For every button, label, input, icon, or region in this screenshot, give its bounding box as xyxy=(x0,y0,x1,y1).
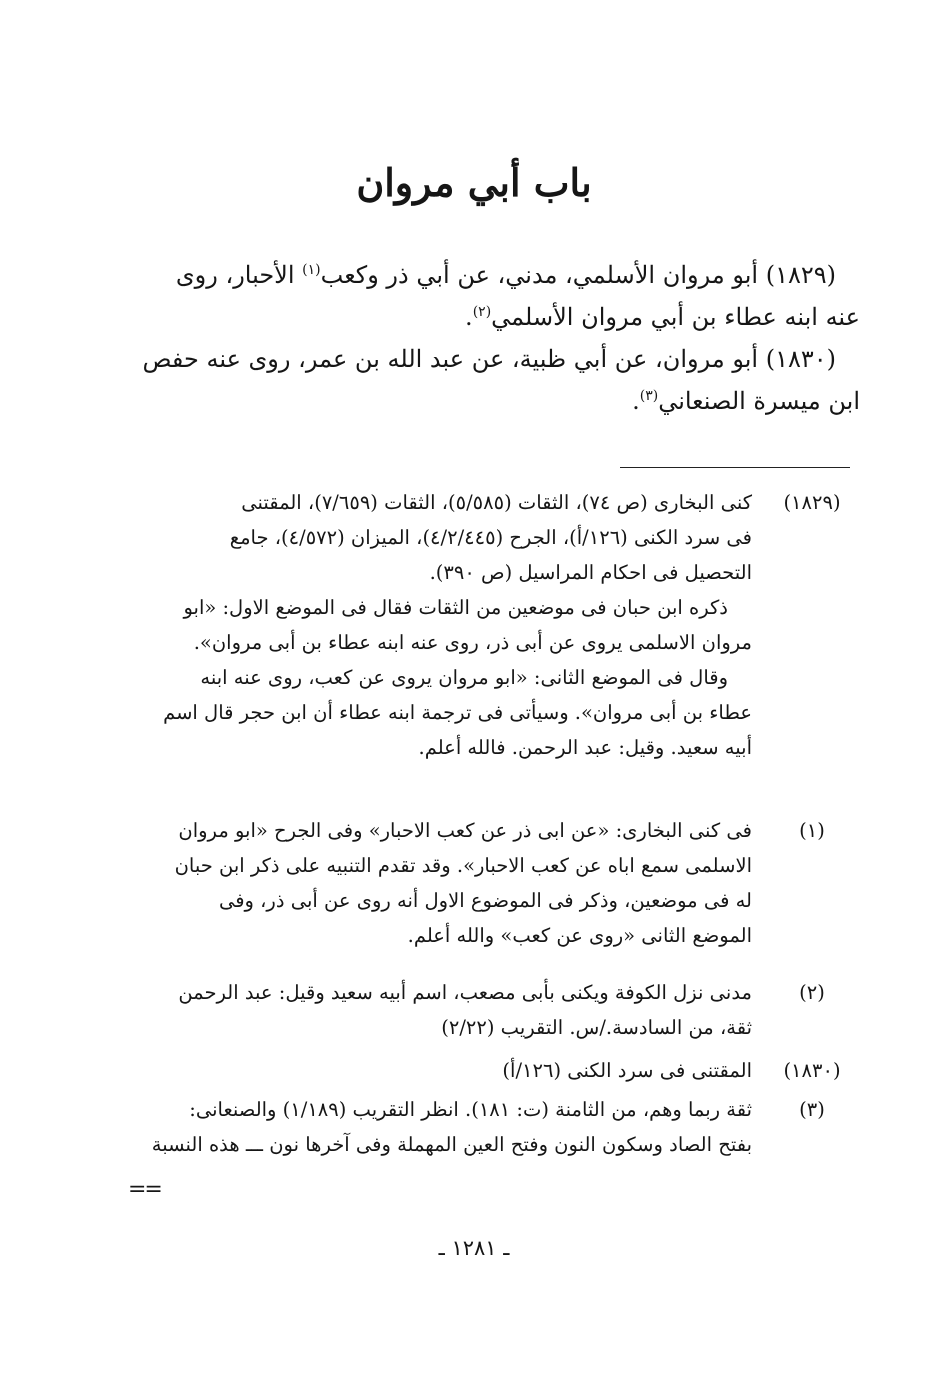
footnote-separator xyxy=(620,467,850,468)
footnote-number: (٢) xyxy=(799,981,825,1004)
footnote-1830 xyxy=(90,1053,860,1088)
footnote-paragraph: ثقة ربما وهم، من الثامنة (ت: ١٨١). انظر التقريب (١/١٨٩) والصنعانى: بفتح الصاد وسكون النون وفتح العين المهملة وفى آخرها نون ـــ هذه النسبة xyxy=(151,1098,752,1156)
footnote-number: (١٨٣٠) xyxy=(783,1059,841,1082)
entry-1830 xyxy=(112,338,860,422)
footnote-ref: (٣) xyxy=(639,388,659,404)
entry-line: (١٨٢٩) أبو مروان الأسلمي، مدني، عن أبي ذر وكعب$^{(١)}$ الأحبار، روى xyxy=(175,261,836,289)
footnote-body xyxy=(90,813,752,953)
entry-line: ابن ميسرة الصنعاني$^{(٣)}$. xyxy=(632,387,860,415)
footnote-1 xyxy=(90,813,860,953)
continuation-mark: == xyxy=(128,1177,161,1202)
footnote-body xyxy=(90,485,752,765)
entry-1829 xyxy=(112,254,860,338)
entry-line: عنه ابنه عطاء بن أبي مروان الأسلمي$^{(٢)}$. xyxy=(465,303,860,331)
footnote-ref: (٢) xyxy=(472,304,492,320)
footnote-ref: (١) xyxy=(302,262,321,278)
footnote-number: (١) xyxy=(799,819,825,842)
footnote-paragraph: مدنى نزل الكوفة ويكنى بأبى مصعب، اسم أبيه سعيد وقيل: عبد الرحمن ثقة، من السادسة./س. التقريب (٢/٢٢) xyxy=(178,981,752,1039)
footnote-paragraph: فى كنى البخارى: «عن ابى ذر عن كعب الاحبار» وفى الجرح «ابو مروان الاسلمى سمع اباه عن كعب الاحبار». وقد تقدم التنبيه على ذكر ابن حبان له فى موضعين، وذكر فى الموضوع الاول أنه روى عن أبى ذر، وفى الموضع الثانى «روى عن كعب» والله أعلم. xyxy=(174,819,752,947)
footnote-paragraph: المقتنى فى سرد الكنى (١٢٦/أ) xyxy=(502,1059,752,1082)
footnote-2 xyxy=(90,975,860,1045)
page-number: ـ ١٢٨١ ـ xyxy=(438,1236,510,1260)
footnote-1829 xyxy=(90,485,860,765)
footnote-paragraph: كنى البخارى (ص ٧٤)، الثقات (٥/٥٨٥)، الثقات (٧/٦٥٩)، المقتنى فى سرد الكنى (١٢٦/أ)، الجرح (٤/٢/٤٤٥)، الميزان (٤/٥٧٢)، جامع التحصيل فى احكام المراسيل (ص ٣٩٠). xyxy=(229,491,752,584)
footnote-number: (١٨٢٩) xyxy=(783,491,841,514)
chapter-title: باب أبي مروان xyxy=(356,160,592,205)
footnote-paragraph: ذكره ابن حبان فى موضعين من الثقات فقال فى الموضع الاول: «ابو مروان الاسلمى يروى عن أبى ذر، روى عنه ابنه عطاء بن أبى مروان». xyxy=(183,596,752,654)
footnote-body xyxy=(90,1053,752,1088)
footnote-paragraph: وقال فى الموضع الثانى: «ابو مروان يروى عن كعب، روى عنه ابنه عطاء بن أبى مروان». وسيأتى فى ترجمة ابنه عطاء أن ابن حجر قال اسم أبيه سعيد. وقيل: عبد الرحمن. فالله أعلم. xyxy=(163,666,752,759)
footnote-3 xyxy=(90,1092,860,1162)
entry-line: (١٨٣٠) أبو مروان، عن أبي ظبية، عن عبد الله بن عمر، روى عنه حفص xyxy=(142,345,836,373)
footnote-number: (٣) xyxy=(799,1098,825,1121)
footnote-body xyxy=(90,975,752,1045)
footnote-body xyxy=(90,1092,752,1162)
